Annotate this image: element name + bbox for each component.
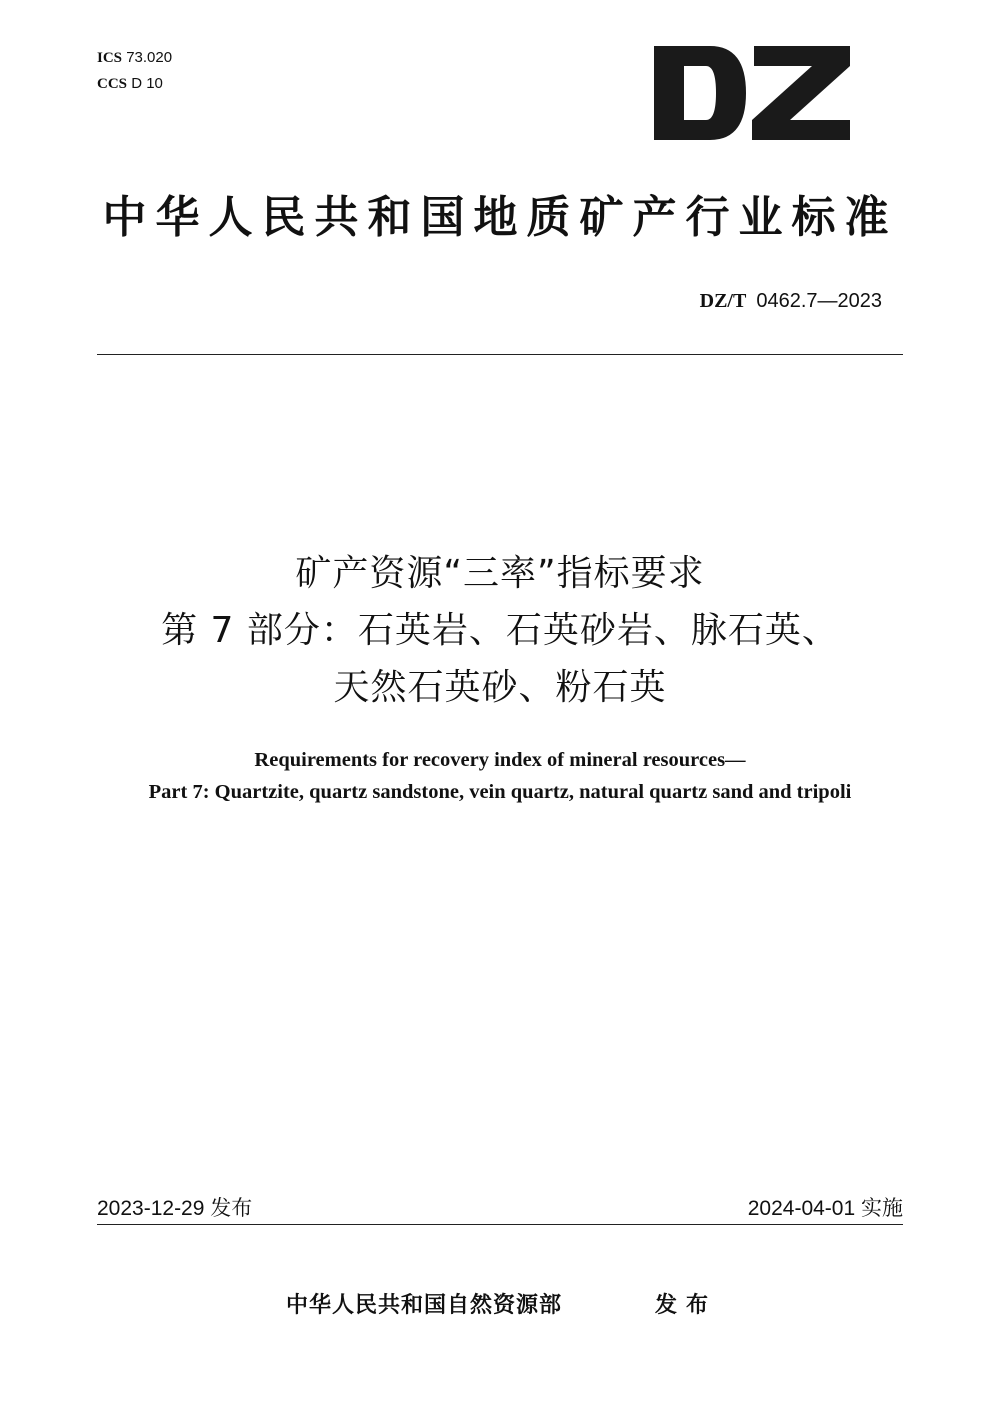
standard-number: [700, 286, 882, 316]
english-title: [0, 744, 1000, 808]
standard-code: 0462.7—2023: [756, 290, 882, 312]
standard-prefix: DZ/T: [699, 290, 747, 312]
chinese-title-line-1: 矿产资源“三率”指标要求: [295, 553, 705, 594]
chinese-title: [0, 545, 1000, 716]
issue-date: 2023-12-29 发布: [97, 1197, 253, 1220]
publish-label: 发布: [655, 1293, 718, 1318]
dz-logo: [654, 40, 850, 146]
bottom-divider: [97, 1224, 903, 1225]
ics-code: [97, 45, 172, 71]
chinese-title-line-2: 第 7 部分：石英岩、石英砂岩、脉石英、: [161, 610, 839, 651]
classification-codes: [97, 45, 172, 97]
ccs-code: [97, 71, 172, 97]
ccs-label: CCS: [97, 76, 128, 92]
publisher-name: 中华人民共和国自然资源部: [286, 1293, 563, 1318]
org-title: 中华人民共和国地质矿产行业标准: [102, 192, 898, 243]
chinese-title-line-3: 天然石英砂、粉石英: [333, 667, 667, 708]
english-title-line-1: Requirements for recovery index of mineral resources—: [254, 749, 746, 771]
top-divider: [97, 354, 903, 355]
ics-value: 73.020: [126, 49, 173, 66]
english-title-line-2: Part 7: Quartzite, quartz sandstone, vein quartz, natural quartz sand and tripoli: [148, 781, 852, 803]
implementation-date: 2024-04-01 实施: [747, 1197, 903, 1220]
ccs-value: D 10: [131, 75, 163, 92]
ics-label: ICS: [97, 50, 123, 66]
